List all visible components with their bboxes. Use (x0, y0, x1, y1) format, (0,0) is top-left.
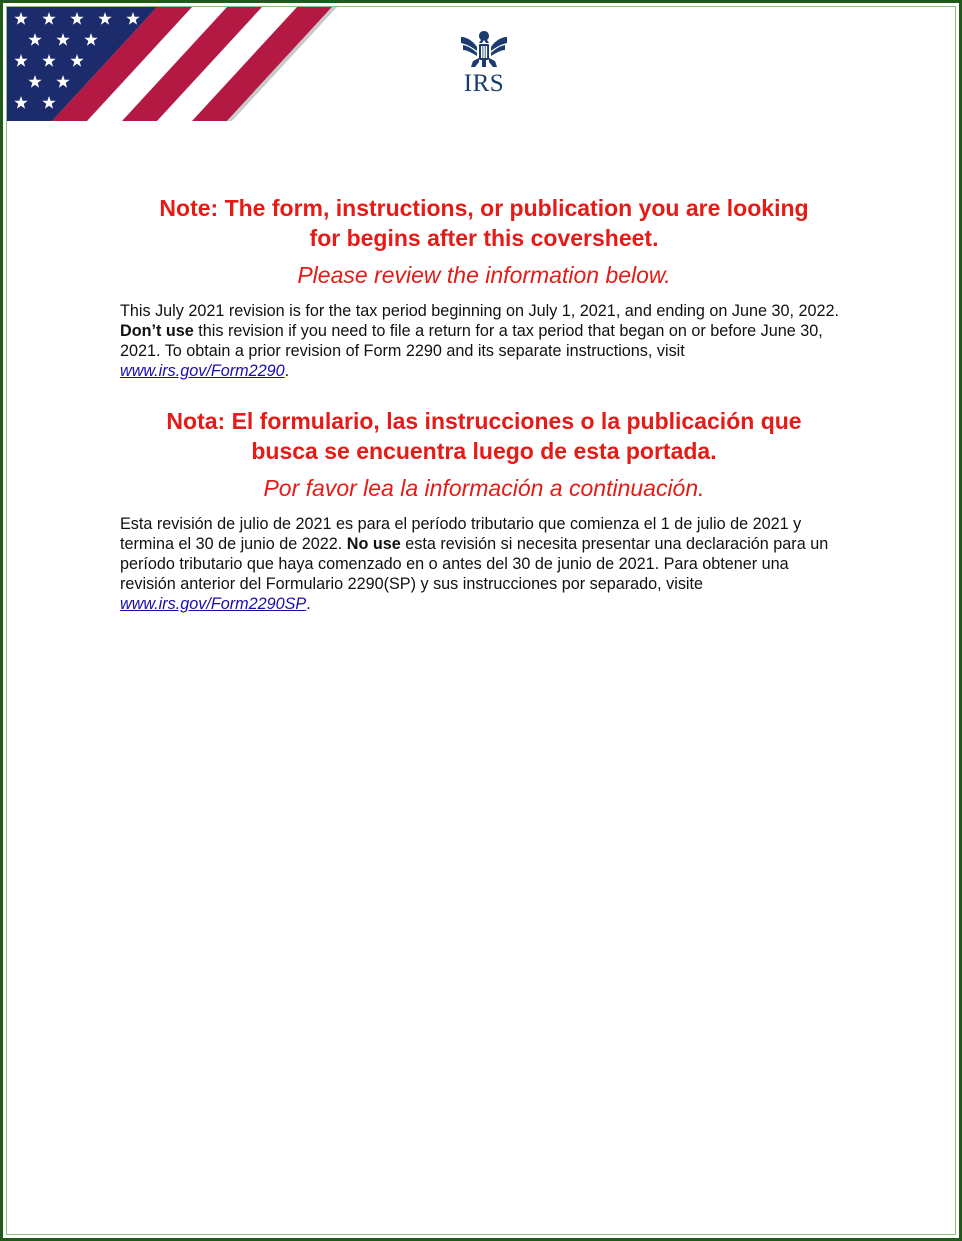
spanish-body-rest: esta revisión si necesita presentar una declaración para un período tributario que haya comenzado en o antes del 30 de junio de 2021. Para obtener una revisión anterior del Formulario 2290(SP) y sus instrucciones por separado, visite (120, 535, 829, 593)
english-heading-line2: for begins after this coversheet. (309, 225, 659, 251)
spanish-body-intro: Esta revisión de julio de 2021 es para el período tributario que comienza el 1 de julio de 2021 y termina el 30 de junio de 2022. (120, 515, 802, 553)
coversheet-content (120, 193, 848, 614)
spanish-notice (120, 406, 848, 614)
form2290-link[interactable]: www.irs.gov/Form2290 (120, 362, 285, 380)
irs-eagle-icon (459, 29, 509, 69)
spanish-body (120, 514, 848, 614)
spanish-body-end: . (306, 595, 311, 613)
spanish-heading-line2: busca se encuentra luego de esta portada. (251, 438, 717, 464)
spanish-body-bold: No use (346, 535, 401, 553)
english-body-bold: Don’t use (120, 322, 194, 340)
english-body (120, 301, 848, 381)
english-subheading: Please review the information below. (297, 262, 671, 288)
form2290sp-link[interactable]: www.irs.gov/Form2290SP (120, 595, 307, 613)
us-flag-icon (7, 7, 337, 121)
english-body-intro: This July 2021 revision is for the tax period beginning on July 1, 2021, and ending on June 30, 2022. (120, 302, 840, 320)
irs-logo-text: IRS (463, 70, 505, 97)
irs-logo (453, 29, 515, 96)
frame-inner-border (6, 6, 956, 1235)
english-body-end: . (284, 362, 290, 380)
english-body-rest: this revision if you need to file a return for a tax period that began on or before June 30, 2021. To obtain a prior revision of Form 2290 and its separate instructions, visit (120, 322, 823, 360)
english-heading (120, 193, 848, 253)
spanish-heading-line1: Nota: El formulario, las instrucciones o la publicación que (166, 408, 802, 434)
english-notice (120, 193, 848, 381)
spanish-heading (120, 406, 848, 466)
english-heading-line1: Note: The form, instructions, or publication you are looking (159, 195, 809, 221)
spanish-subheading: Por favor lea la información a continuación. (263, 475, 705, 501)
